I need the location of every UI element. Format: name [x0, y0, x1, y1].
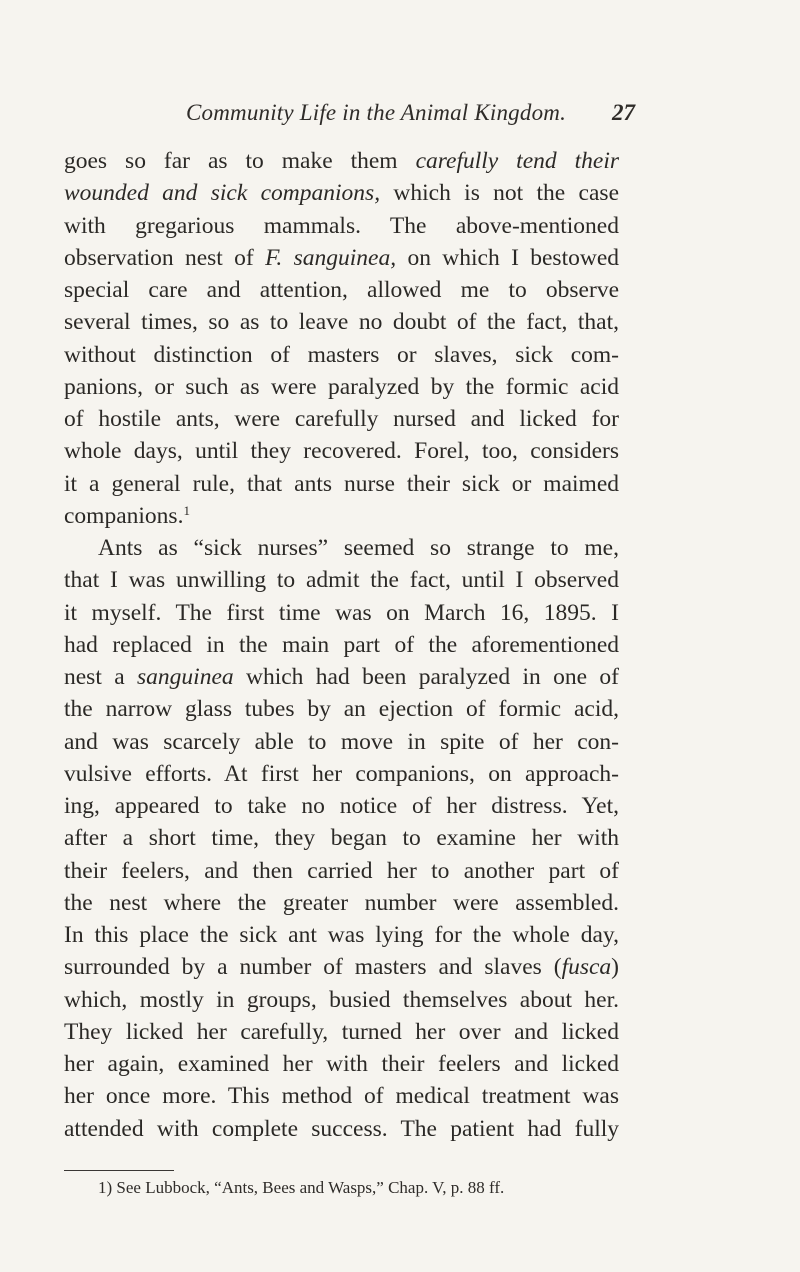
italic-text: sanguinea	[137, 664, 234, 690]
text-segment: and was scarcely able to move in spite of her con-	[64, 728, 619, 755]
text-segment: companions.	[64, 502, 184, 529]
text-line	[64, 564, 619, 596]
text-line	[64, 597, 619, 629]
text-line	[64, 242, 619, 274]
text-line	[64, 145, 619, 177]
text-segment: observation nest of	[64, 244, 266, 271]
text-segment: vulsive efforts. At first her companions, on approach-	[64, 760, 619, 787]
text-line	[64, 951, 619, 983]
footnote-marker: 1)	[98, 1178, 113, 1197]
text-line	[64, 177, 619, 209]
text-segment: her again, examined her with their feelers and licked	[64, 1051, 619, 1077]
italic-text: fusca	[561, 954, 612, 981]
footnote-text: See Lubbock, “Ants, Bees and Wasps,” Chap. V, p. 88 ff.	[116, 1178, 505, 1197]
text-segment: which, mostly in groups, busied themselves about her.	[64, 986, 619, 1013]
text-segment: that I was unwilling to admit the fact, until I observed	[64, 567, 619, 594]
italic-text: wounded and sick companions,	[64, 180, 381, 207]
text-segment: her once more. This method of medical treatment was	[64, 1083, 619, 1110]
text-segment: the nest where the greater number were assembled.	[64, 889, 619, 916]
footnote-rule	[64, 1170, 174, 1171]
text-line	[64, 1080, 619, 1112]
text-line	[64, 661, 619, 693]
text-segment: goes so far as to make them	[64, 148, 416, 174]
italic-text: carefully tend their	[415, 148, 619, 174]
text-line	[64, 403, 619, 435]
text-line	[64, 758, 619, 790]
text-line	[64, 1048, 619, 1080]
text-line	[64, 435, 619, 467]
text-line	[64, 1016, 619, 1048]
text-segment: after a short time, they began to examine her with	[64, 825, 619, 852]
text-segment: without distinction of masters or slaves, sick com-	[64, 341, 619, 368]
text-segment: the narrow glass tubes by an ejection of formic acid,	[64, 696, 619, 723]
text-segment: In this place the sick ant was lying for the whole day,	[64, 922, 619, 948]
page-number: 27	[612, 100, 635, 125]
text-segment: attended with complete success. The patient had fully	[64, 1115, 619, 1142]
text-segment: They licked her carefully, turned her over and licked	[64, 1018, 619, 1045]
italic-text: F. sanguinea,	[265, 244, 397, 271]
running-head-title: Community Life in the Animal Kingdom.	[185, 100, 567, 125]
text-segment: panions, or such as were paralyzed by the formic acid	[64, 373, 619, 400]
text-line	[64, 629, 619, 661]
text-segment: nest a	[64, 664, 138, 690]
text-line	[64, 919, 619, 951]
text-line	[64, 855, 619, 887]
text-segment: had replaced in the main part of the aforementioned	[64, 631, 619, 658]
text-line	[64, 790, 619, 822]
text-segment: on which I bestowed	[396, 244, 619, 271]
text-line	[64, 822, 619, 854]
text-segment: surrounded by a number of masters and slaves (	[64, 954, 562, 981]
text-segment: which had been paralyzed in one of	[233, 664, 619, 690]
text-line	[64, 887, 619, 919]
text-segment: whole days, until they recovered. Forel, too, considers	[64, 438, 619, 465]
text-segment: Ants as “sick nurses” seemed so strange to me,	[98, 535, 619, 561]
text-line	[64, 693, 619, 725]
text-line	[64, 500, 619, 532]
text-line	[64, 274, 619, 306]
text-line	[64, 306, 619, 338]
text-segment: special care and attention, allowed me to observe	[64, 277, 619, 303]
text-line	[64, 984, 619, 1016]
text-line	[98, 532, 619, 564]
text-segment: of hostile ants, were carefully nursed and licked for	[64, 406, 619, 432]
text-segment: which is not the case	[380, 180, 619, 207]
text-segment: it a general rule, that ants nurse their sick or maimed	[64, 470, 619, 497]
text-segment: several times, so as to leave no doubt of the fact, that,	[64, 309, 619, 336]
footnote-reference: 1	[183, 502, 190, 518]
text-line	[64, 1113, 619, 1145]
text-line	[64, 339, 619, 371]
text-segment: it myself. The first time was on March 16, 1895. I	[64, 599, 619, 626]
text-segment: )	[611, 954, 619, 981]
text-segment: their feelers, and then carried her to another part of	[64, 857, 619, 884]
text-line	[64, 726, 619, 758]
text-segment: with gregarious mammals. The above-mentioned	[64, 212, 619, 239]
text-segment: ing, appeared to take no notice of her distress. Yet,	[64, 793, 619, 819]
text-line	[64, 371, 619, 403]
footnote	[98, 1176, 504, 1200]
text-line	[64, 468, 619, 500]
text-line	[64, 210, 619, 242]
